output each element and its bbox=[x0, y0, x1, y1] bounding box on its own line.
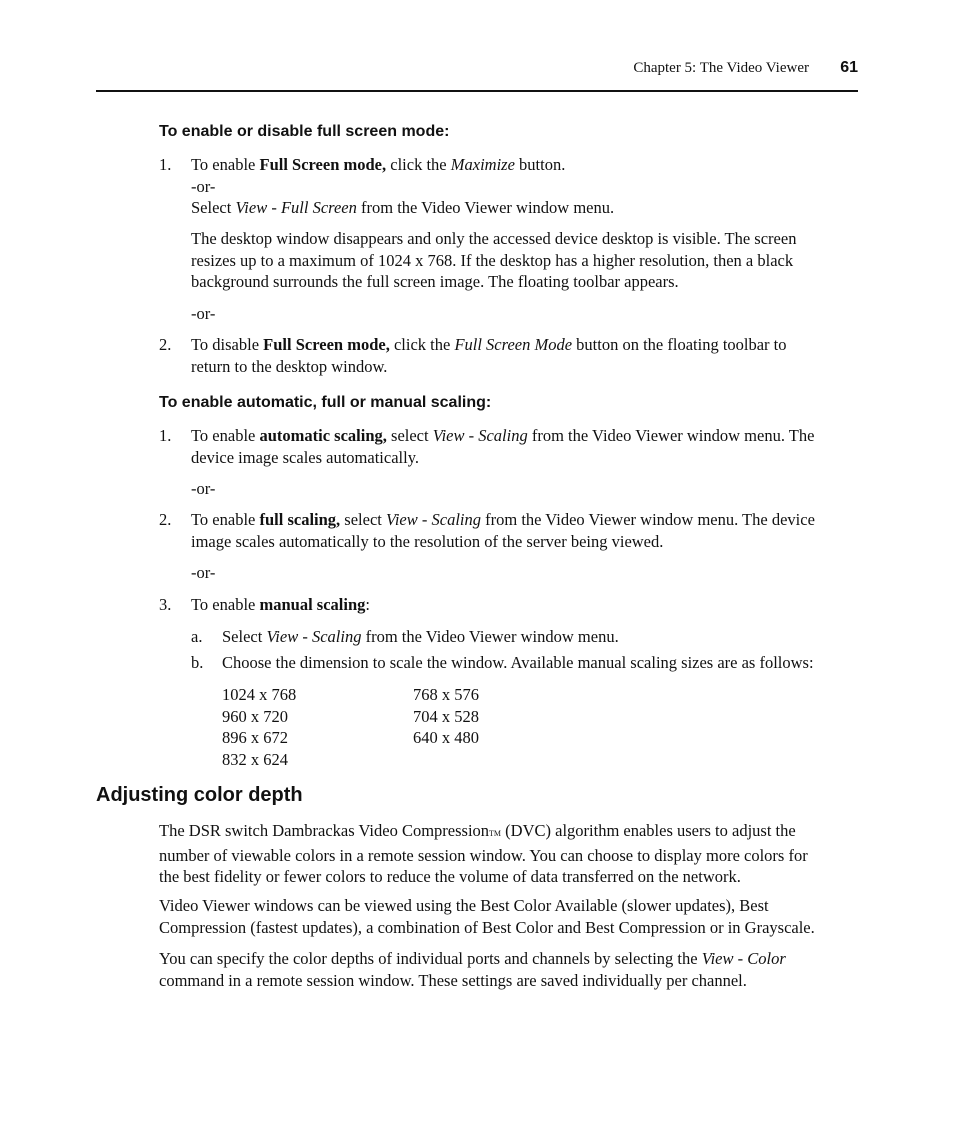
step-number: 1. bbox=[159, 426, 172, 445]
or-separator: -or- bbox=[191, 563, 216, 582]
step-number: 1. bbox=[159, 155, 172, 174]
paragraph-dvc: The DSR switch Dambrackas Video CompressionTM (DVC) algorithm enables users to adjust the number of viewable colors in a remote session window. You can choose to display more colors for the best fidelity or fewer colors to reduce the volume of data transferred on the network. bbox=[159, 821, 808, 886]
substep-a-text: Select View - Scaling from the Video Viewer window menu. bbox=[222, 627, 619, 646]
size-option: 960 x 720 bbox=[222, 706, 288, 726]
or-separator: -or- bbox=[191, 479, 216, 498]
substep-b-text: Choose the dimension to scale the window. Available manual scaling sizes are as follows: bbox=[222, 653, 814, 672]
size-option: 1024 x 768 bbox=[222, 685, 297, 704]
section-heading: Adjusting color depth bbox=[96, 784, 303, 806]
step-1-text bbox=[191, 154, 614, 219]
scaling-step-1-text: To enable automatic scaling, select View - Scaling from the Video Viewer window menu. The device image scales automatically. bbox=[191, 426, 815, 467]
step-1-result-paragraph: The desktop window disappears and only the accessed device desktop is visible. The screen resizes up to a maximum of 1024 x 768. If the desktop has a higher resolution, then a black background surrounds the full screen image. The floating toolbar appears. bbox=[191, 229, 797, 291]
step-2-text: To disable Full Screen mode, click the Full Screen Mode button on the floating toolbar to return to the desktop window. bbox=[191, 335, 787, 376]
or-separator: -or- bbox=[191, 176, 216, 196]
paragraph-viewer-modes: Video Viewer windows can be viewed using the Best Color Available (slower updates), Best Compression (fastest updates), a combination of Best Color and Best Compression or in Grayscale. bbox=[159, 896, 815, 937]
or-separator: -or- bbox=[191, 304, 216, 323]
step-number: 2. bbox=[159, 335, 172, 354]
step-number: 2. bbox=[159, 510, 172, 529]
paragraph-color-depth: You can specify the color depths of individual ports and channels by selecting the View - Color command in a remote session window. These settings are saved individually per channel. bbox=[159, 949, 786, 990]
trademark-mark: TM bbox=[489, 829, 502, 838]
substep-letter: b. bbox=[191, 653, 204, 672]
size-option: 768 x 576 bbox=[413, 685, 479, 704]
step-1-line: To enable Full Screen mode, click the Maximize button. bbox=[191, 155, 566, 174]
page-header bbox=[96, 58, 858, 92]
chapter-title: Chapter 5: The Video Viewer bbox=[633, 60, 809, 76]
procedure-title-full-screen: To enable or disable full screen mode: bbox=[159, 123, 450, 140]
sizes-column-right bbox=[413, 684, 479, 749]
scaling-step-3-text: To enable manual scaling: bbox=[191, 595, 370, 614]
step-1-alt-line: Select View - Full Screen from the Video Viewer window menu. bbox=[191, 198, 615, 217]
procedure-title-scaling: To enable automatic, full or manual scaling: bbox=[159, 394, 492, 411]
page-number: 61 bbox=[840, 59, 858, 76]
size-option: 704 x 528 bbox=[413, 706, 479, 726]
step-number: 3. bbox=[159, 595, 172, 614]
size-option: 640 x 480 bbox=[413, 728, 479, 747]
substep-letter: a. bbox=[191, 627, 203, 646]
size-option: 832 x 624 bbox=[222, 749, 288, 769]
scaling-step-2-text: To enable full scaling, select View - Scaling from the Video Viewer window menu. The device image scales automatically to the resolution of the server being viewed. bbox=[191, 510, 815, 551]
sizes-column-left bbox=[222, 684, 296, 770]
size-option: 896 x 672 bbox=[222, 728, 288, 747]
